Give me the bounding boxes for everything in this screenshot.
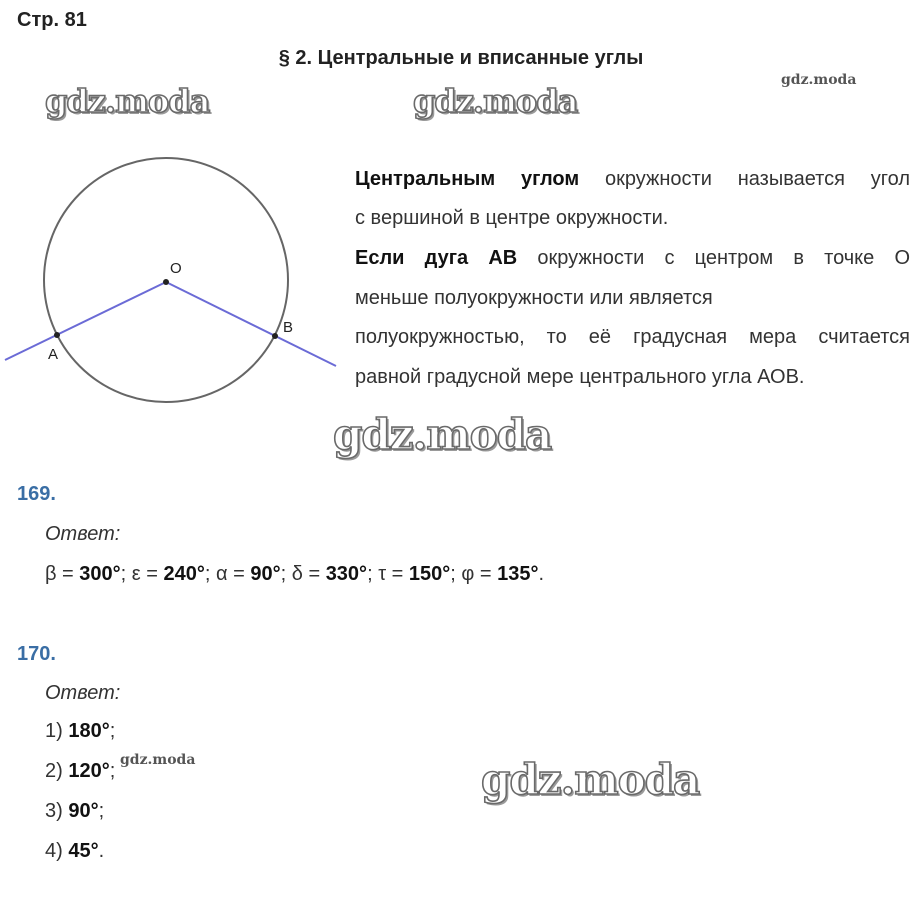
task-number-169: 169. [17,483,56,505]
definition-line-6: равной градусной мере центрального угла АОВ. [355,366,805,388]
point-b [272,333,278,339]
answer-169 [45,563,544,586]
page-label: Стр. 81 [17,9,87,31]
angle-answer: τ = 150°; [378,563,462,585]
central-angle-figure [0,150,345,410]
label-o: O [170,260,182,277]
angle-answer: φ = 135°. [461,563,545,585]
answer-item: 4) 45°. [45,840,105,862]
watermark-small: gdz.moda [120,752,196,768]
definition-line-1: Центральным углом окружности называется угол [355,168,910,190]
definition-line-2: с вершиной в центре окружности. [355,207,669,229]
watermark: gdz.moda [413,82,578,120]
section-title: § 2. Центральные и вписанные углы [278,47,644,69]
watermark: gdz.moda [481,755,700,804]
watermark: gdz.moda [333,410,552,459]
label-b: B [283,319,294,336]
answer-item: 3) 90°; [45,800,105,822]
answer-item: 2) 120°; [45,760,116,782]
point-o [163,279,169,285]
angle-answer: ε = 240°; [131,563,217,585]
angle-answer: β = 300°; [45,563,132,585]
definition-line-5: полуокружностью, то её градусная мера считается [355,326,910,348]
definition-line-3: Если дуга АВ окружности с центром в точке О [355,247,910,269]
watermark-small: gdz.moda [781,72,857,88]
definition-line-4: меньше полуокружности или является [355,287,713,309]
ray-ob [166,282,336,366]
ray-oa [5,282,166,360]
answer-label-169: Ответ: [45,523,121,545]
angle-answer: α = 90°; [216,563,292,585]
task-number-170: 170. [17,643,56,665]
answer-label-170: Ответ: [45,682,121,704]
watermark: gdz.moda [45,82,210,120]
answer-item: 1) 180°; [45,720,116,742]
label-a: A [48,346,59,363]
angle-answer: δ = 330°; [291,563,379,585]
point-a [54,332,60,338]
